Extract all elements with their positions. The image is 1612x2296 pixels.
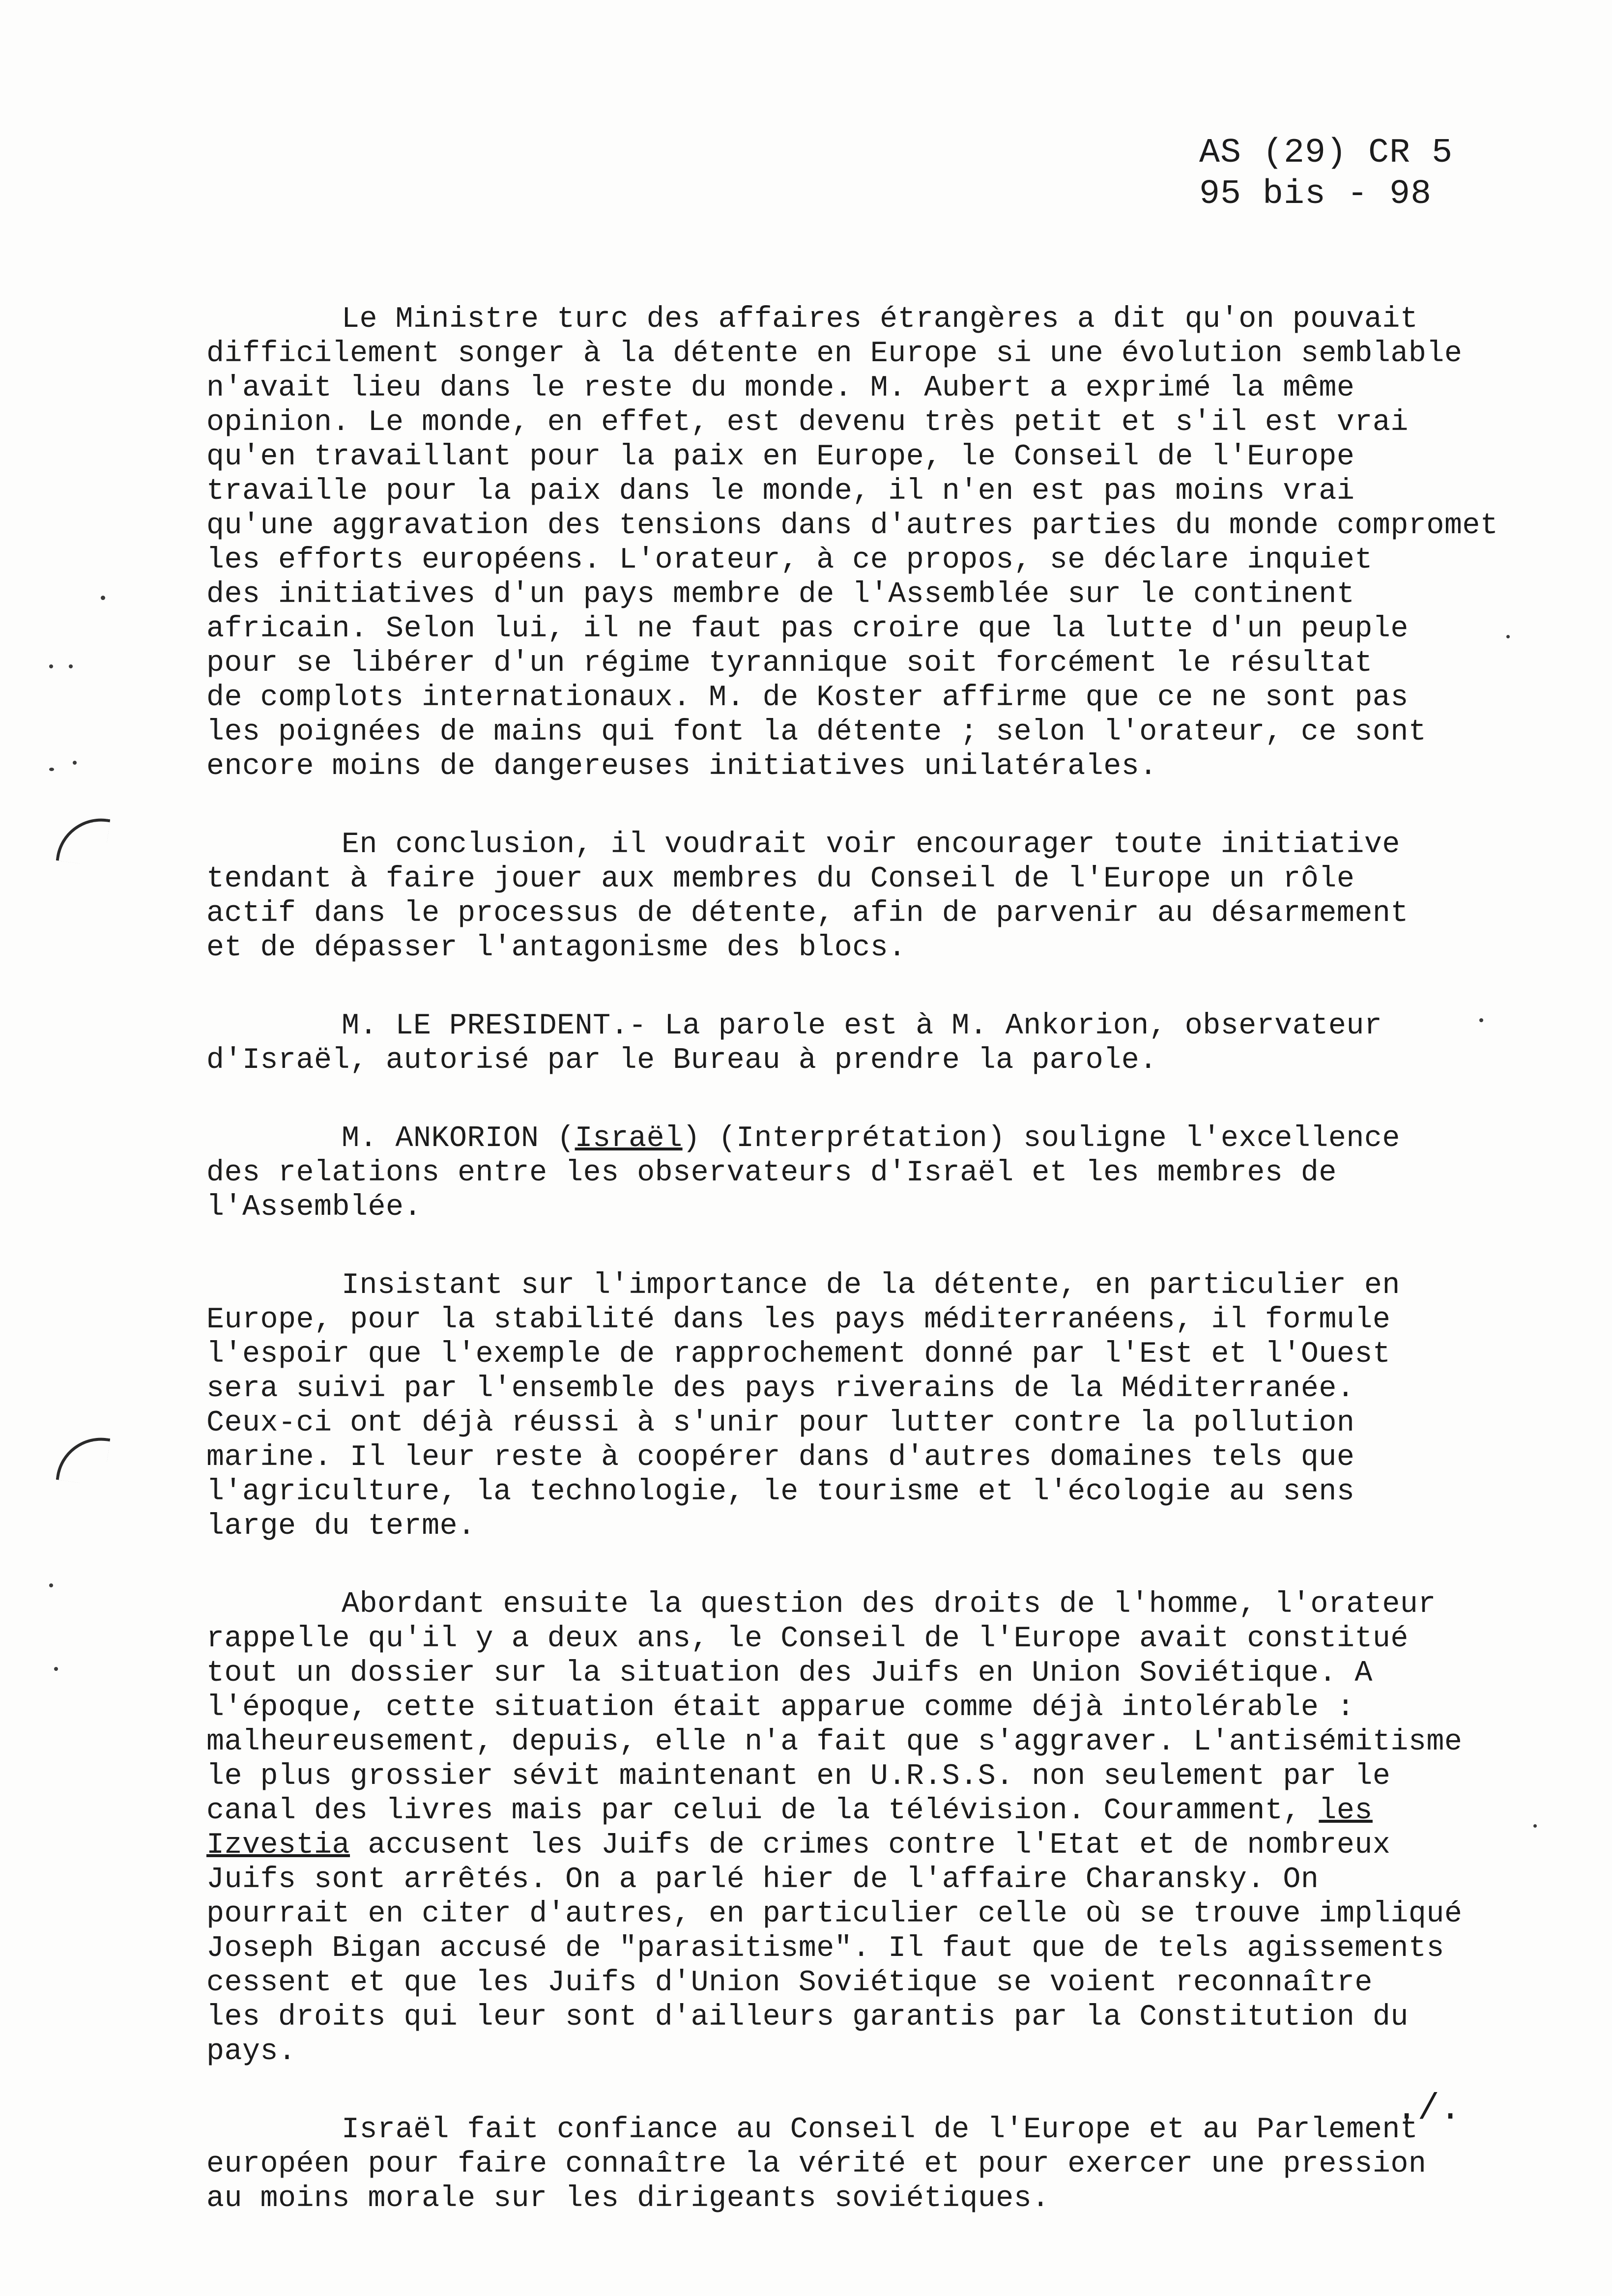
text-line: Juifs sont arrêtés. On a parlé hier de l'affaire Charansky. On	[206, 1863, 1319, 1896]
text-line: large du terme.	[206, 1510, 476, 1543]
scan-speck	[1506, 635, 1510, 638]
text-line: qu'une aggravation des tensions dans d'autres parties du monde compromet	[206, 509, 1498, 543]
paragraph-conclusion	[206, 828, 1533, 965]
continuation-mark: ./.	[1396, 2089, 1462, 2130]
text-line: En conclusion, il voudrait voir encourager toute initiative	[342, 828, 1400, 861]
text-line: africain. Selon lui, il ne faut pas croire que la lutte d'un peuple	[206, 612, 1409, 646]
text-line: cessent et que les Juifs d'Union Soviétique se voient reconnaître	[206, 1966, 1373, 2000]
text-line: malheureusement, depuis, elle n'a fait que s'aggraver. L'antisémitisme	[206, 1725, 1463, 1759]
text-line: opinion. Le monde, en effet, est devenu très petit et s'il est vrai	[206, 406, 1409, 439]
text-line: Europe, pour la stabilité dans les pays méditerranéens, il formule	[206, 1303, 1391, 1337]
text-line: l'Assemblée.	[206, 1191, 422, 1224]
text-line: tendant à faire jouer aux membres du Conseil de l'Europe un rôle	[206, 862, 1355, 896]
scan-speck	[73, 761, 77, 765]
text-line: qu'en travaillant pour la paix en Europe, le Conseil de l'Europe	[206, 440, 1355, 474]
text-line: sera suivi par l'ensemble des pays riverains de la Méditerranée.	[206, 1372, 1355, 1406]
text-line: M. ANKORION (Israël) (Interprétation) souligne l'excellence	[342, 1122, 1400, 1155]
text-fragment: (Interprétation) souligne l'excellence	[700, 1122, 1400, 1155]
text-line: Israël fait confiance au Conseil de l'Europe et au Parlement	[342, 2113, 1418, 2147]
text-line: travaille pour la paix dans le monde, il n'en est pas moins vrai	[206, 475, 1355, 508]
text-line: n'avait lieu dans le reste du monde. M. Aubert a exprimé la même	[206, 372, 1355, 405]
speaker-name: M. ANKORION	[342, 1122, 539, 1155]
text-line: de complots internationaux. M. de Koster affirme que ce ne sont pas	[206, 681, 1409, 715]
text-line: Ceux-ci ont déjà réussi à s'unir pour lutter contre la pollution	[206, 1406, 1355, 1440]
text-line	[206, 1794, 1533, 1828]
text-line: M. LE PRESIDENT.- La parole est à M. Ankorion, observateur	[342, 1009, 1382, 1043]
text-line: européen pour faire connaître la vérité et pour exercer une pression	[206, 2148, 1427, 2181]
paragraph-ankorion	[206, 1121, 1533, 1225]
text-line: rappelle qu'il y a deux ans, le Conseil de l'Europe avait constitué	[206, 1622, 1409, 1656]
document-reference	[1199, 133, 1453, 215]
text-line: les efforts européens. L'orateur, à ce propos, se déclare inquiet	[206, 544, 1373, 577]
text-line: l'agriculture, la technologie, le tourisme et l'écologie au sens	[206, 1475, 1355, 1509]
reference-line-1: AS (29) CR 5	[1199, 134, 1453, 172]
text-line: Insistant sur l'importance de la détente, en particulier en	[342, 1269, 1400, 1302]
paragraph-human-rights	[206, 1587, 1533, 2069]
text-line: encore moins de dangereuses initiatives unilatérales.	[206, 750, 1157, 783]
scan-speck	[69, 664, 73, 668]
scan-speck	[1479, 1018, 1483, 1022]
text-line: d'Israël, autorisé par le Bureau à prendre la parole.	[206, 1044, 1157, 1077]
text-fragment: accusent les Juifs de crimes contre l'Etat et de nombreux	[350, 1829, 1391, 1862]
speaker-country: Israël	[575, 1122, 683, 1155]
text-line	[206, 1828, 1533, 1863]
text-line: pays.	[206, 2035, 296, 2068]
paragraph-israel-confidence	[206, 2113, 1533, 2216]
scan-speck	[101, 596, 105, 600]
text-line: Joseph Bigan accusé de "parasitisme". Il faut que de tels agissements	[206, 1932, 1444, 1965]
newspaper-title-part: Izvestia	[206, 1829, 350, 1862]
scan-speck	[54, 1667, 58, 1671]
reference-line-2: 95 bis - 98	[1199, 175, 1432, 214]
text-fragment: canal des livres mais par celui de la télévision. Couramment,	[206, 1794, 1319, 1828]
text-line: les poignées de mains qui font la détente ; selon l'orateur, ce sont	[206, 716, 1427, 749]
paragraph-mediterranean	[206, 1268, 1533, 1544]
text-line: des relations entre les observateurs d'Israël et les membres de	[206, 1156, 1337, 1190]
text-line: Abordant ensuite la question des droits de l'homme, l'orateur	[342, 1588, 1436, 1621]
paragraph-president	[206, 1009, 1533, 1078]
text-line: au moins morale sur les dirigeants soviétiques.	[206, 2182, 1050, 2215]
scan-speck	[49, 664, 53, 668]
paragraph-turkish-minister	[206, 302, 1533, 784]
text-line: tout un dossier sur la situation des Juifs en Union Soviétique. A	[206, 1657, 1373, 1690]
text-line: l'époque, cette situation était apparue comme déjà intolérable :	[206, 1691, 1355, 1724]
punch-hole-mark	[56, 813, 111, 867]
document-body	[206, 302, 1533, 2260]
text-line: pour se libérer d'un régime tyrannique soit forcément le résultat	[206, 647, 1373, 680]
punch-hole-mark	[56, 1432, 111, 1487]
newspaper-title-part: les	[1319, 1794, 1373, 1828]
text-line: actif dans le processus de détente, afin de parvenir au désarmement	[206, 897, 1409, 930]
text-line: pourrait en citer d'autres, en particulier celle où se trouve impliqué	[206, 1897, 1463, 1931]
scan-speck	[49, 768, 54, 771]
text-line: l'espoir que l'exemple de rapprochement donné par l'Est et l'Ouest	[206, 1338, 1391, 1371]
text-line: les droits qui leur sont d'ailleurs garantis par la Constitution du	[206, 2001, 1409, 2034]
text-line: des initiatives d'un pays membre de l'Assemblée sur le continent	[206, 578, 1355, 611]
text-line: le plus grossier sévit maintenant en U.R.S.S. non seulement par le	[206, 1760, 1391, 1793]
text-line: marine. Il leur reste à coopérer dans d'autres domaines tels que	[206, 1441, 1355, 1474]
text-line: difficilement songer à la détente en Europe si une évolution semblable	[206, 337, 1463, 371]
text-line: et de dépasser l'antagonisme des blocs.	[206, 931, 906, 965]
scan-speck	[49, 1583, 53, 1587]
scan-speck	[1533, 1824, 1537, 1828]
text-line: Le Ministre turc des affaires étrangères a dit qu'on pouvait	[342, 303, 1418, 336]
